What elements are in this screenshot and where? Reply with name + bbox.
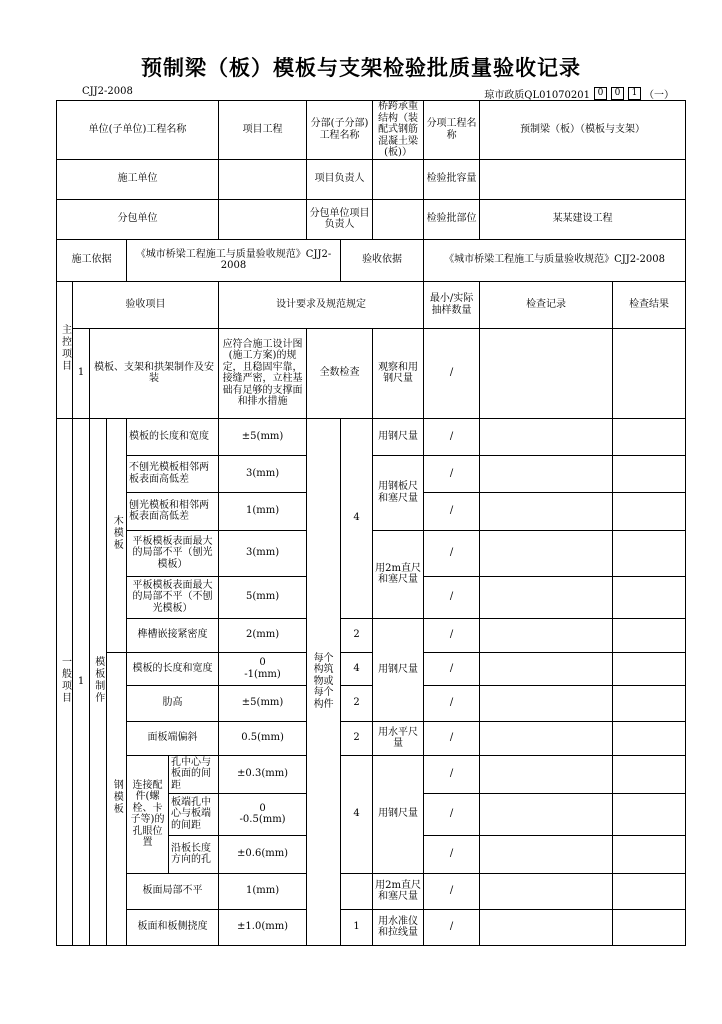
row-10-sample[interactable]: /: [424, 755, 480, 793]
main-item-method: 全数检查: [307, 328, 373, 418]
row-6-item: 榫槽嵌接紧密度: [127, 618, 219, 652]
row-1-tol: ±5(mm): [219, 418, 307, 455]
wood-tool-b: 用2m直尺和塞尺量: [373, 530, 424, 618]
page-title: 预制梁（板）模板与支架检验批质量验收记录: [141, 56, 581, 80]
row-8-count: 2: [341, 685, 373, 721]
row-13-sample[interactable]: /: [424, 873, 480, 909]
row-3-record[interactable]: [480, 492, 613, 530]
row-8-record[interactable]: [480, 685, 613, 721]
row-13-record[interactable]: [480, 873, 613, 909]
row-11-sample[interactable]: /: [424, 793, 480, 835]
wood-tool-a: 用钢板尺和塞尺量: [373, 455, 424, 530]
main-item-no: 1: [73, 328, 90, 418]
row-10-tol: ±0.3(mm): [219, 755, 307, 793]
form-number: [484, 86, 674, 101]
row-1-item: 模板的长度和宽度: [127, 418, 219, 455]
general-label-text: 一般项目: [59, 655, 71, 704]
sub-pm-label: 分包单位项目负责人: [307, 199, 373, 239]
main-item-result[interactable]: [613, 328, 686, 418]
row-8-tol: ±5(mm): [219, 685, 307, 721]
row-14-result[interactable]: [613, 909, 686, 945]
row-9-result[interactable]: [613, 721, 686, 755]
general-group-text: 模板制作: [92, 655, 104, 704]
row-4-result[interactable]: [613, 530, 686, 576]
subitem-name-label: 分项工程名称: [424, 101, 480, 160]
row-6-record[interactable]: [480, 618, 613, 652]
row-6-tol: 2(mm): [219, 618, 307, 652]
row-4-tol: 3(mm): [219, 530, 307, 576]
row-13-count: [341, 873, 373, 909]
row-14-item: 板面和板侧挠度: [127, 909, 219, 945]
row-9-record[interactable]: [480, 721, 613, 755]
main-item-spec: 应符合施工设计图(施工方案)的规定，且稳固牢靠，接缝严密，立柱基础有足够的支撑面和排水措施: [219, 328, 307, 418]
row-9-item: 面板端偏斜: [127, 721, 219, 755]
col-item-header: 验收项目: [73, 281, 219, 328]
sub-pm-value[interactable]: [373, 199, 424, 239]
row-2-result[interactable]: [613, 455, 686, 492]
row-5-item: 平板模板表面最大的局部不平（不刨光模板）: [127, 576, 219, 618]
col-record-header: 检查记录: [480, 281, 613, 328]
row-14-sample[interactable]: /: [424, 909, 480, 945]
form-number-suffix: （一）: [644, 90, 674, 101]
row-3-sample[interactable]: /: [424, 492, 480, 530]
row-12-tol: ±0.6(mm): [219, 835, 307, 873]
row-7-count: 4: [341, 652, 373, 685]
row-11-tol: 0 -0.5(mm): [219, 793, 307, 835]
row-9-sample[interactable]: /: [424, 721, 480, 755]
main-control-text: 主控项目: [59, 323, 71, 372]
row-1-result[interactable]: [613, 418, 686, 455]
row-5-result[interactable]: [613, 576, 686, 618]
row-1-record[interactable]: [480, 418, 613, 455]
row-4-sample[interactable]: /: [424, 530, 480, 576]
row-12-sample[interactable]: /: [424, 835, 480, 873]
general-label: [57, 418, 73, 945]
row-4-item: 平板模板表面最大的局部不平（刨光模板）: [127, 530, 219, 576]
standard-code: CJJ2-2008: [82, 86, 133, 97]
main-item-name: 模板、支架和拱架制作及安装: [90, 328, 219, 418]
row-11-result[interactable]: [613, 793, 686, 835]
form-number-prefix: 琼市政质QL01070201: [484, 90, 590, 101]
row-4-record[interactable]: [480, 530, 613, 576]
lot-capacity-value[interactable]: [480, 159, 686, 199]
main-item-record[interactable]: [480, 328, 613, 418]
row-1-sample[interactable]: /: [424, 418, 480, 455]
lot-location-value[interactable]: 某某建设工程: [480, 199, 686, 239]
freq-text: 每个构筑物或每个构件: [307, 418, 341, 945]
subitem-name-value[interactable]: 预制梁（板）（模板与支架）: [480, 101, 686, 160]
steel-label: [107, 652, 127, 945]
unit-name-value[interactable]: 项目工程: [219, 101, 307, 160]
row-13-item: 板面局部不平: [127, 873, 219, 909]
row-7-result[interactable]: [613, 652, 686, 685]
row-7-item: 模板的长度和宽度: [127, 652, 219, 685]
row-10-result[interactable]: [613, 755, 686, 793]
row-14-tol: ±1.0(mm): [219, 909, 307, 945]
row-9-tol: 0.5(mm): [219, 721, 307, 755]
form-number-box-2[interactable]: 0: [611, 87, 624, 100]
row-3-item: 刨光模板和相邻两板表面高低差: [127, 492, 219, 530]
row-6-result[interactable]: [613, 618, 686, 652]
general-group: [90, 418, 107, 945]
acceptance-basis-value: 《城市桥梁工程施工与质量验收规范》CJJ2-2008: [424, 239, 686, 281]
division-name-value[interactable]: 桥跨承重结构（装配式钢筋混凝土梁(板)）: [373, 101, 424, 160]
row-13-result[interactable]: [613, 873, 686, 909]
main-item-sample[interactable]: /: [424, 328, 480, 418]
row-13-tool: 用2m直尺和塞尺量: [373, 873, 424, 909]
wood-count: 4: [341, 418, 373, 618]
subcontractor-value[interactable]: [219, 199, 307, 239]
construction-basis-value: 《城市桥梁工程施工与质量验收规范》CJJ2-2008: [127, 239, 341, 281]
row-8-result[interactable]: [613, 685, 686, 721]
row-11-record[interactable]: [480, 793, 613, 835]
form-number-box-3[interactable]: 1: [628, 87, 641, 100]
form-number-box-1[interactable]: 0: [594, 87, 607, 100]
row-10-item: 孔中心与板面的间距: [169, 755, 219, 793]
steel-label-text: 钢模板: [111, 778, 123, 815]
row-9-tool: 用水平尺量: [373, 721, 424, 755]
inspection-form: [56, 100, 686, 946]
row-2-tol: 3(mm): [219, 455, 307, 492]
contractor-value[interactable]: [219, 159, 307, 199]
row-8-sample[interactable]: /: [424, 685, 480, 721]
project-manager-value[interactable]: [373, 159, 424, 199]
row-12-record[interactable]: [480, 835, 613, 873]
row-14-tool: 用水准仪和拉线量: [373, 909, 424, 945]
row-5-sample[interactable]: /: [424, 576, 480, 618]
division-name-label: 分部(子分部)工程名称: [307, 101, 373, 160]
row-7-tol: 0 -1(mm): [219, 652, 307, 685]
hole-count: 4: [341, 755, 373, 873]
main-control-label: [57, 281, 73, 418]
row-3-tol: 1(mm): [219, 492, 307, 530]
hole-label: 连接配件(螺栓、卡子等)的孔眼位置: [127, 755, 169, 873]
col-spec-header: 设计要求及规范规定: [219, 281, 424, 328]
row-13-tol: 1(mm): [219, 873, 307, 909]
row-2-item: 不刨光模板相邻两板表面高低差: [127, 455, 219, 492]
project-manager-label: 项目负责人: [307, 159, 373, 199]
wood-label: [107, 418, 127, 652]
unit-name-label: 单位(子单位)工程名称: [57, 101, 219, 160]
row-7-sample[interactable]: /: [424, 652, 480, 685]
main-item-tool: 观察和用钢尺量: [373, 328, 424, 418]
row-5-record[interactable]: [480, 576, 613, 618]
row-1-tool: 用钢尺量: [373, 418, 424, 455]
steel-tool-b: 用钢尺量: [373, 755, 424, 873]
row-5-tol: 5(mm): [219, 576, 307, 618]
row-8-item: 肋高: [127, 685, 219, 721]
lot-location-label: 检验批部位: [424, 199, 480, 239]
col-result-header: 检查结果: [613, 281, 686, 328]
row-14-count: 1: [341, 909, 373, 945]
row-6-sample[interactable]: /: [424, 618, 480, 652]
steel-tool-a: 用钢尺量: [373, 618, 424, 721]
row-7-record[interactable]: [480, 652, 613, 685]
row-2-record[interactable]: [480, 455, 613, 492]
lot-capacity-label: 检验批容量: [424, 159, 480, 199]
col-sample-header: 最小/实际抽样数量: [424, 281, 480, 328]
row-14-record[interactable]: [480, 909, 613, 945]
row-11-item: 板端孔中心与板端的间距: [169, 793, 219, 835]
contractor-label: 施工单位: [57, 159, 219, 199]
row-10-record[interactable]: [480, 755, 613, 793]
acceptance-basis-label: 验收依据: [341, 239, 424, 281]
subcontractor-label: 分包单位: [57, 199, 219, 239]
row-12-item: 沿板长度方向的孔: [169, 835, 219, 873]
row-12-result[interactable]: [613, 835, 686, 873]
row-6-count: 2: [341, 618, 373, 652]
construction-basis-label: 施工依据: [57, 239, 127, 281]
row-2-sample[interactable]: /: [424, 455, 480, 492]
general-no: 1: [73, 418, 90, 945]
row-9-count: 2: [341, 721, 373, 755]
wood-label-text: 木模板: [111, 515, 123, 552]
row-3-result[interactable]: [613, 492, 686, 530]
